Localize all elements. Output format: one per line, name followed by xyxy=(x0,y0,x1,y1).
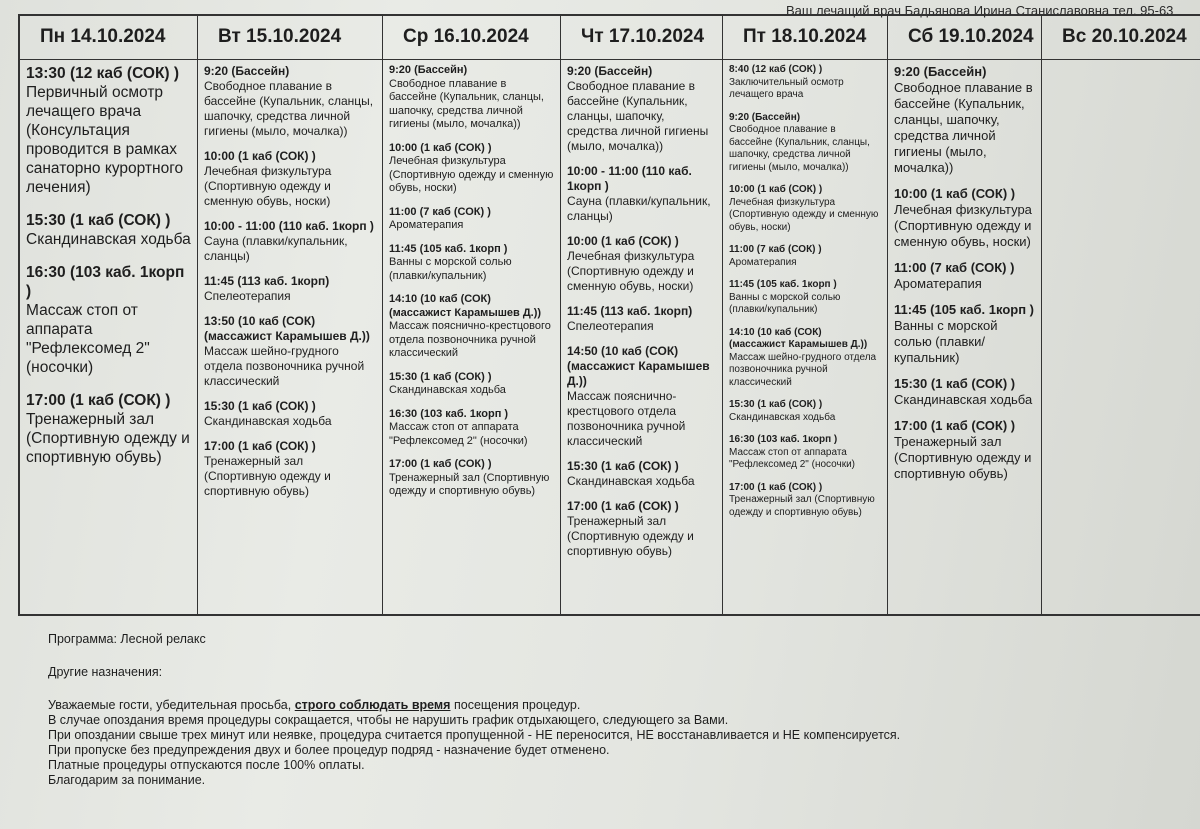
day-column-mon xyxy=(20,16,198,616)
event-description: Массаж пояснично-крестцового отдела позвоночника ручной классический xyxy=(567,389,686,448)
event-description: Скандинавская ходьба xyxy=(894,392,1033,407)
event-time: 13:50 (10 каб (СОК) (массажист Карамышев Д.)) xyxy=(204,314,370,343)
schedule-event xyxy=(894,64,1035,176)
day-header: Чт 17.10.2024 xyxy=(561,16,722,60)
schedule-event xyxy=(389,371,554,398)
event-time: 8:40 (12 каб (СОК) ) xyxy=(729,64,823,75)
event-time: 11:45 (105 каб. 1корп ) xyxy=(729,279,837,290)
event-time: 10:00 (1 каб (СОК) ) xyxy=(204,149,316,163)
event-time: 11:00 (7 каб (СОК) ) xyxy=(389,205,491,218)
event-description: Первичный осмотр лечащего врача (Консультация проводится в рамках санаторно курортного лечения) xyxy=(26,84,184,196)
event-time: 10:00 - 11:00 (110 каб. 1корп ) xyxy=(204,219,374,233)
event-description: Свободное плавание в бассейне (Купальник, сланцы, шапочку, средства личной гигиены (мыло, мочалка)) xyxy=(729,124,870,173)
schedule-event xyxy=(204,64,376,139)
event-description: Свободное плавание в бассейне (Купальник, сланцы, шапочку, средства личной гигиены (мыло, мочалка)) xyxy=(894,80,1033,175)
schedule-event xyxy=(729,399,881,424)
event-time: 16:30 (103 каб. 1корп ) xyxy=(389,407,509,420)
schedule-event xyxy=(567,344,716,449)
day-header: Сб 19.10.2024 xyxy=(888,16,1041,60)
schedule-event xyxy=(729,482,881,520)
event-description: Тренажерный зал (Спортивную одежду и спортивную обувь) xyxy=(389,471,550,497)
event-time: 11:45 (113 каб. 1корп) xyxy=(204,274,330,288)
day-column-tue xyxy=(198,16,383,616)
event-description: Тренажерный зал (Спортивную одежду и спортивную обувь) xyxy=(26,411,190,466)
schedule-event xyxy=(389,293,554,361)
event-description: Лечебная физкультура (Спортивную одежду и сменную обувь, носки) xyxy=(389,155,554,194)
schedule-event xyxy=(567,64,716,154)
event-time: 9:20 (Бассейн) xyxy=(204,64,290,78)
day-header: Вс 20.10.2024 xyxy=(1042,16,1200,60)
doctor-contact: Ваш лечащий врач Бадьянова Ирина Станиславовна тел. 95-63 xyxy=(786,3,1174,18)
schedule-event xyxy=(729,244,881,269)
day-events xyxy=(20,60,197,614)
event-description: Лечебная физкультура (Спортивную одежду и сменную обувь, носки) xyxy=(729,196,879,233)
event-time: 17:00 (1 каб (СОК) ) xyxy=(204,439,316,453)
notice-post: посещения процедур. xyxy=(453,698,581,712)
event-time: 13:30 (12 каб (СОК) ) xyxy=(26,65,180,82)
schedule-event xyxy=(26,211,191,249)
day-header: Пн 14.10.2024 xyxy=(20,16,197,60)
event-time: 11:00 (7 каб (СОК) ) xyxy=(894,260,1015,275)
schedule-event xyxy=(26,391,191,467)
program-name: Программа: Лесной релакс xyxy=(48,632,206,646)
event-time: 17:00 (1 каб (СОК) ) xyxy=(894,418,1016,433)
event-time: 11:45 (105 каб. 1корп ) xyxy=(389,242,508,255)
weekly-schedule-table xyxy=(18,14,1200,616)
event-time: 10:00 - 11:00 (110 каб. 1корп ) xyxy=(567,164,692,193)
day-header: Ср 16.10.2024 xyxy=(383,16,560,60)
event-time: 17:00 (1 каб (СОК) ) xyxy=(729,481,823,493)
event-time: 10:00 (1 каб (СОК) ) xyxy=(894,186,1016,201)
event-description: Скандинавская ходьба xyxy=(729,411,836,423)
rule-line-4: Платные процедуры отпускаются после 100% оплаты. xyxy=(48,758,365,772)
schedule-event xyxy=(729,64,881,102)
event-description: Сауна (плавки/купальник, сланцы) xyxy=(567,194,711,223)
day-events xyxy=(1042,60,1200,614)
event-time: 11:45 (105 каб. 1корп ) xyxy=(894,302,1035,317)
event-description: Лечебная физкультура (Спортивную одежду и сменную обувь, носки) xyxy=(894,202,1032,249)
event-description: Свободное плавание в бассейне (Купальник, сланцы, шапочку, средства личной гигиены (мыло, мочалка)) xyxy=(204,79,374,138)
day-column-sat xyxy=(888,16,1042,616)
event-description: Ароматерапия xyxy=(729,256,797,268)
event-description: Скандинавская ходьба xyxy=(26,231,191,248)
event-description: Тренажерный зал (Спортивную одежду и спортивную обувь) xyxy=(729,494,875,518)
event-time: 15:30 (1 каб (СОК) ) xyxy=(389,370,492,383)
event-time: 10:00 (1 каб (СОК) ) xyxy=(567,234,679,248)
event-time: 14:50 (10 каб (СОК) (массажист Карамышев Д.)) xyxy=(567,344,710,388)
rule-line-3: При пропуске без предупреждения двух и более процедур подряд - назначение будет отменено. xyxy=(48,743,610,757)
event-description: Скандинавская ходьба xyxy=(389,384,506,396)
schedule-event xyxy=(567,164,716,224)
schedule-event xyxy=(567,499,716,559)
schedule-event xyxy=(389,243,554,284)
day-column-fri xyxy=(723,16,888,616)
other-appointments: Другие назначения: xyxy=(48,665,163,679)
event-description: Массаж стоп от аппарата "Рефлексомед 2" (носочки) xyxy=(729,446,855,470)
schedule-event xyxy=(729,112,881,175)
event-time: 15:30 (1 каб (СОК) ) xyxy=(894,376,1016,391)
schedule-event xyxy=(389,64,554,132)
rule-line-5: Благодарим за понимание. xyxy=(48,773,206,787)
day-header: Пт 18.10.2024 xyxy=(723,16,887,60)
schedule-event xyxy=(894,302,1035,366)
event-time: 14:10 (10 каб (СОК) (массажист Карамышев Д.)) xyxy=(729,326,868,350)
event-description: Сауна (плавки/купальник, сланцы) xyxy=(204,234,348,263)
schedule-event xyxy=(729,327,881,390)
event-description: Лечебная физкультура (Спортивную одежду и сменную обувь, носки) xyxy=(567,249,695,293)
schedule-event xyxy=(894,186,1035,250)
event-description: Скандинавская ходьба xyxy=(567,474,695,488)
event-description: Массаж стоп от аппарата "Рефлексомед 2" (носочки) xyxy=(26,302,150,376)
schedule-event xyxy=(894,260,1035,292)
event-time: 17:00 (1 каб (СОК) ) xyxy=(567,499,679,513)
day-events xyxy=(723,60,887,614)
event-time: 9:20 (Бассейн) xyxy=(729,111,801,123)
schedule-event xyxy=(204,439,376,499)
event-time: 16:30 (103 каб. 1корп ) xyxy=(729,434,838,445)
event-time: 14:10 (10 каб (СОК) (массажист Карамышев Д.)) xyxy=(389,293,542,319)
event-description: Свободное плавание в бассейне (Купальник, сланцы, шапочку, средства личной гигиены (мыло, мочалка)) xyxy=(389,77,544,130)
event-description: Спелеотерапия xyxy=(204,289,291,303)
schedule-event xyxy=(204,399,376,429)
day-column-wed xyxy=(383,16,561,616)
event-time: 16:30 (103 каб. 1корп ) xyxy=(26,264,185,300)
event-time: 9:20 (Бассейн) xyxy=(567,64,653,78)
event-time: 15:30 (1 каб (СОК) ) xyxy=(567,459,679,473)
schedule-event xyxy=(729,279,881,317)
event-description: Заключительный осмотр лечащего врача xyxy=(729,76,844,100)
schedule-event xyxy=(204,274,376,304)
rule-line-2: При опоздании свыше трех минут или неявке, процедура считается пропущенной - НЕ переносится, НЕ восстанавливается и НЕ компенсируется. xyxy=(48,728,901,742)
footer-notes xyxy=(48,632,1168,788)
event-description: Массаж шейно-грудного отдела позвоночника ручной классический xyxy=(729,351,877,388)
schedule-event xyxy=(894,418,1035,482)
event-time: 15:30 (1 каб (СОК) ) xyxy=(729,399,823,410)
event-time: 17:00 (1 каб (СОК) ) xyxy=(389,458,492,470)
event-time: 10:00 (1 каб (СОК) ) xyxy=(389,141,492,154)
schedule-event xyxy=(894,376,1035,408)
event-description: Ванны с морской солью (плавки/купальник) xyxy=(894,318,998,365)
event-description: Спелеотерапия xyxy=(567,319,654,333)
event-description: Тренажерный зал (Спортивную одежду и спортивную обувь) xyxy=(204,454,331,498)
schedule-event xyxy=(204,219,376,264)
event-time: 11:00 (7 каб (СОК) ) xyxy=(729,244,822,255)
schedule-event xyxy=(389,458,554,499)
day-events xyxy=(888,60,1041,614)
event-description: Тренажерный зал (Спортивную одежду и спортивную обувь) xyxy=(894,434,1032,481)
schedule-event xyxy=(567,304,716,334)
event-description: Ароматерапия xyxy=(894,276,982,291)
event-description: Тренажерный зал (Спортивную одежду и спортивную обувь) xyxy=(567,514,694,558)
schedule-event xyxy=(567,459,716,489)
event-time: 9:20 (Бассейн) xyxy=(389,64,468,76)
schedule-event xyxy=(204,314,376,389)
day-column-thu xyxy=(561,16,723,616)
event-time: 15:30 (1 каб (СОК) ) xyxy=(204,399,316,413)
schedule-event xyxy=(389,408,554,449)
notice-line xyxy=(48,698,1168,713)
event-description: Свободное плавание в бассейне (Купальник, сланцы, шапочку, средства личной гигиены (мыло, мочалка)) xyxy=(567,79,709,153)
schedule-event xyxy=(567,234,716,294)
day-column-sun xyxy=(1042,16,1200,616)
schedule-event xyxy=(729,434,881,472)
event-description: Скандинавская ходьба xyxy=(204,414,332,428)
event-description: Лечебная физкультура (Спортивную одежду и сменную обувь, носки) xyxy=(204,164,332,208)
event-time: 11:45 (113 каб. 1корп) xyxy=(567,304,693,318)
event-description: Массаж пояснично-крестцового отдела позвоночника ручной классический xyxy=(389,320,551,359)
event-time: 9:20 (Бассейн) xyxy=(894,64,987,79)
schedule-event xyxy=(26,263,191,377)
schedule-event xyxy=(729,184,881,234)
event-description: Ванны с морской солью (плавки/купальник) xyxy=(729,291,841,315)
day-events xyxy=(383,60,560,614)
rule-line-1: В случае опоздания время процедуры сокращается, чтобы не нарушить график отдыхающего, следующего за Вами. xyxy=(48,713,729,727)
event-description: Массаж стоп от аппарата "Рефлексомед 2" (носочки) xyxy=(389,421,528,447)
day-events xyxy=(198,60,382,614)
schedule-event xyxy=(389,142,554,196)
schedule-event xyxy=(204,149,376,209)
notice-pre: Уважаемые гости, убедительная просьба, xyxy=(48,698,292,712)
event-description: Ароматерапия xyxy=(389,219,464,231)
notice-emphasis: строго соблюдать время xyxy=(294,698,451,712)
event-description: Ванны с морской солью (плавки/купальник) xyxy=(389,256,512,282)
event-time: 17:00 (1 каб (СОК) ) xyxy=(26,392,171,409)
day-header: Вт 15.10.2024 xyxy=(198,16,382,60)
event-time: 10:00 (1 каб (СОК) ) xyxy=(729,184,823,195)
day-events xyxy=(561,60,722,614)
event-time: 15:30 (1 каб (СОК) ) xyxy=(26,212,171,229)
schedule-event xyxy=(389,206,554,233)
schedule-event xyxy=(26,64,191,197)
event-description: Массаж шейно-грудного отдела позвоночника ручной классический xyxy=(204,344,365,388)
